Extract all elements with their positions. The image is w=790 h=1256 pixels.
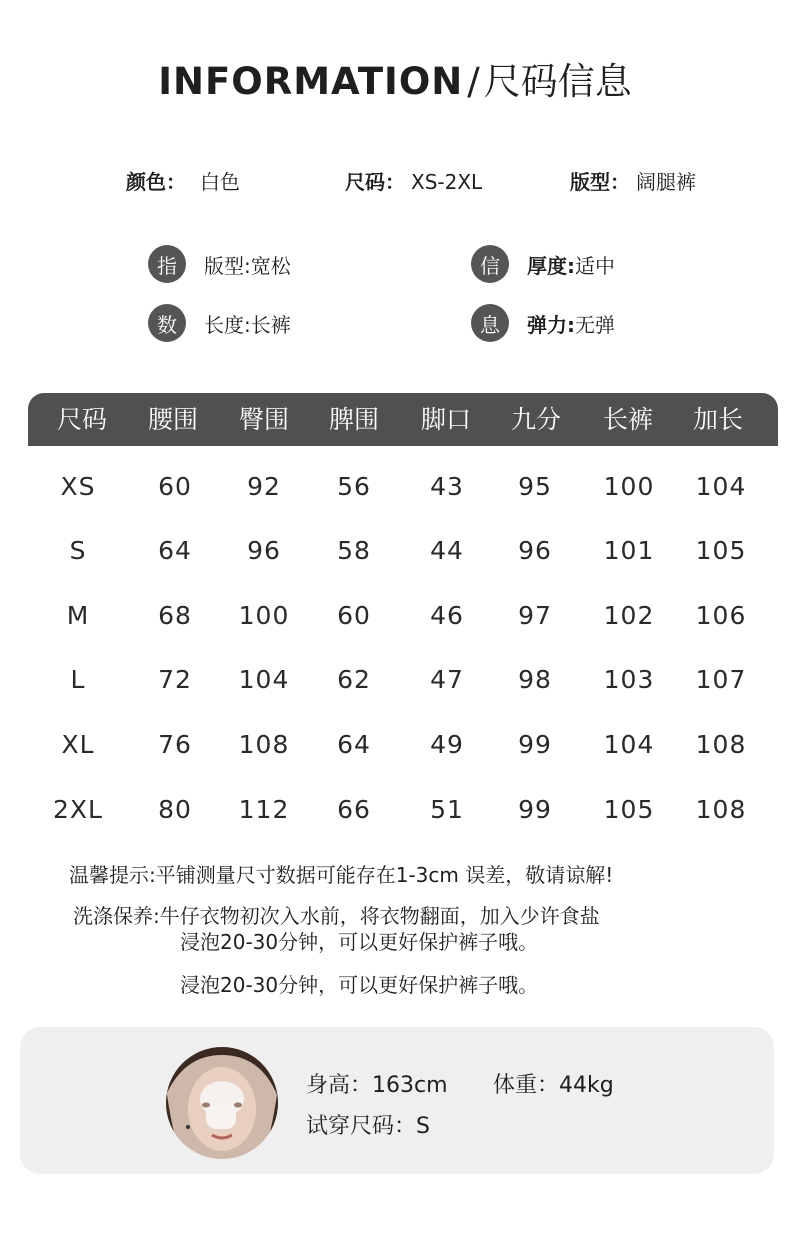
table-cell: 99 — [518, 730, 552, 759]
table-cell: 96 — [247, 536, 281, 565]
feature-value: 长裤 — [250, 312, 291, 337]
table-cell: 98 — [518, 665, 552, 694]
column-header: 长裤 — [602, 405, 653, 434]
feature-value: 宽松 — [250, 253, 291, 278]
table-cell: XS — [60, 472, 96, 501]
column-header: 九分 — [510, 405, 561, 434]
feature-badge: 指 — [148, 245, 186, 283]
feature-badge: 数 — [148, 304, 186, 342]
tip-text: 温馨提示:平铺测量尺寸数据可能存在1-3cm 误差，敬请谅解! — [69, 863, 614, 887]
feature-value: 适中 — [575, 253, 615, 278]
title-separator: / — [467, 60, 480, 103]
table-cell: M — [66, 601, 90, 630]
table-cell: 105 — [603, 795, 655, 824]
table-cell: 97 — [518, 601, 552, 630]
attribute-fit — [570, 166, 696, 195]
feature-label: 弹力: — [527, 312, 575, 337]
title-english: INFORMATION — [158, 60, 464, 103]
table-cell: 60 — [158, 472, 192, 501]
table-cell: 105 — [695, 536, 747, 565]
table-cell: 104 — [603, 730, 655, 759]
table-row — [0, 596, 790, 636]
table-cell: S — [69, 536, 87, 565]
table-cell: 72 — [158, 665, 192, 694]
column-header: 尺码 — [56, 405, 107, 434]
table-row — [0, 790, 790, 830]
feature-label: 长度: — [204, 312, 251, 337]
table-cell: 107 — [695, 665, 747, 694]
table-cell: 47 — [430, 665, 464, 694]
table-cell: 64 — [337, 730, 371, 759]
attribute-value: 白色 — [200, 170, 240, 194]
table-cell: 76 — [158, 730, 192, 759]
table-cell: 68 — [158, 601, 192, 630]
table-cell: 80 — [158, 795, 192, 824]
attribute-size — [345, 166, 482, 195]
table-row — [0, 725, 790, 765]
model-avatar — [166, 1047, 278, 1159]
table-cell: XL — [61, 730, 95, 759]
size-table-header — [28, 393, 778, 446]
table-cell: 43 — [430, 472, 464, 501]
table-row — [0, 660, 790, 700]
feature-label: 厚度: — [527, 253, 575, 278]
table-row — [0, 467, 790, 507]
table-cell: 101 — [603, 536, 655, 565]
table-row — [0, 531, 790, 571]
table-cell: 106 — [695, 601, 747, 630]
table-cell: 58 — [337, 536, 371, 565]
table-cell: 95 — [518, 472, 552, 501]
feature-badge: 息 — [471, 304, 509, 342]
table-cell: 108 — [695, 730, 747, 759]
table-cell: 62 — [337, 665, 371, 694]
wash-line-3: 浸泡20-30分钟，可以更好保护裤子哦。 — [180, 973, 539, 997]
title-chinese: 尺码信息 — [483, 60, 632, 103]
feature-length — [148, 303, 291, 343]
table-cell: 102 — [603, 601, 655, 630]
table-cell: 92 — [247, 472, 281, 501]
attribute-value: 阔腿裤 — [636, 170, 696, 194]
model-height: 身高：163cm — [306, 1073, 448, 1098]
page-title — [0, 58, 790, 106]
table-cell: 51 — [430, 795, 464, 824]
feature-elasticity — [471, 303, 615, 343]
table-cell: 100 — [603, 472, 655, 501]
table-cell: 96 — [518, 536, 552, 565]
attribute-color — [126, 166, 240, 195]
table-cell: 112 — [238, 795, 290, 824]
table-cell: 56 — [337, 472, 371, 501]
model-info-card — [20, 1027, 774, 1174]
attribute-label: 颜色： — [126, 170, 186, 194]
table-cell: 2XL — [53, 795, 103, 824]
table-cell: 108 — [695, 795, 747, 824]
table-cell: 64 — [158, 536, 192, 565]
model-try-size: 试穿尺码：S — [306, 1114, 430, 1139]
column-header: 臀围 — [238, 405, 289, 434]
table-cell: 104 — [238, 665, 290, 694]
table-cell: 100 — [238, 601, 290, 630]
table-cell: 108 — [238, 730, 290, 759]
feature-value: 无弹 — [575, 312, 615, 337]
column-header: 脚口 — [420, 405, 471, 434]
attribute-value: XS-2XL — [411, 170, 483, 194]
feature-thickness — [471, 244, 615, 284]
table-cell: 104 — [695, 472, 747, 501]
column-header: 腰围 — [147, 405, 198, 434]
table-cell: 66 — [337, 795, 371, 824]
wash-line-2: 浸泡20-30分钟，可以更好保护裤子哦。 — [180, 930, 539, 954]
attribute-label: 版型： — [570, 170, 630, 194]
column-header: 加长 — [692, 405, 743, 434]
table-cell: 103 — [603, 665, 655, 694]
product-attributes — [0, 166, 790, 196]
wash-line-1: 洗涤保养:牛仔衣物初次入水前，将衣物翻面，加入少许食盐 — [73, 904, 600, 928]
table-cell: L — [70, 665, 86, 694]
table-cell: 60 — [337, 601, 371, 630]
column-header: 脾围 — [328, 405, 379, 434]
model-weight: 体重：44kg — [493, 1073, 614, 1098]
table-cell: 44 — [430, 536, 464, 565]
table-cell: 49 — [430, 730, 464, 759]
feature-fit — [148, 244, 291, 284]
feature-label: 版型: — [204, 253, 251, 278]
avatar-image — [166, 1047, 278, 1159]
table-cell: 46 — [430, 601, 464, 630]
table-cell: 99 — [518, 795, 552, 824]
attribute-label: 尺码： — [345, 170, 405, 194]
feature-badge: 信 — [471, 245, 509, 283]
